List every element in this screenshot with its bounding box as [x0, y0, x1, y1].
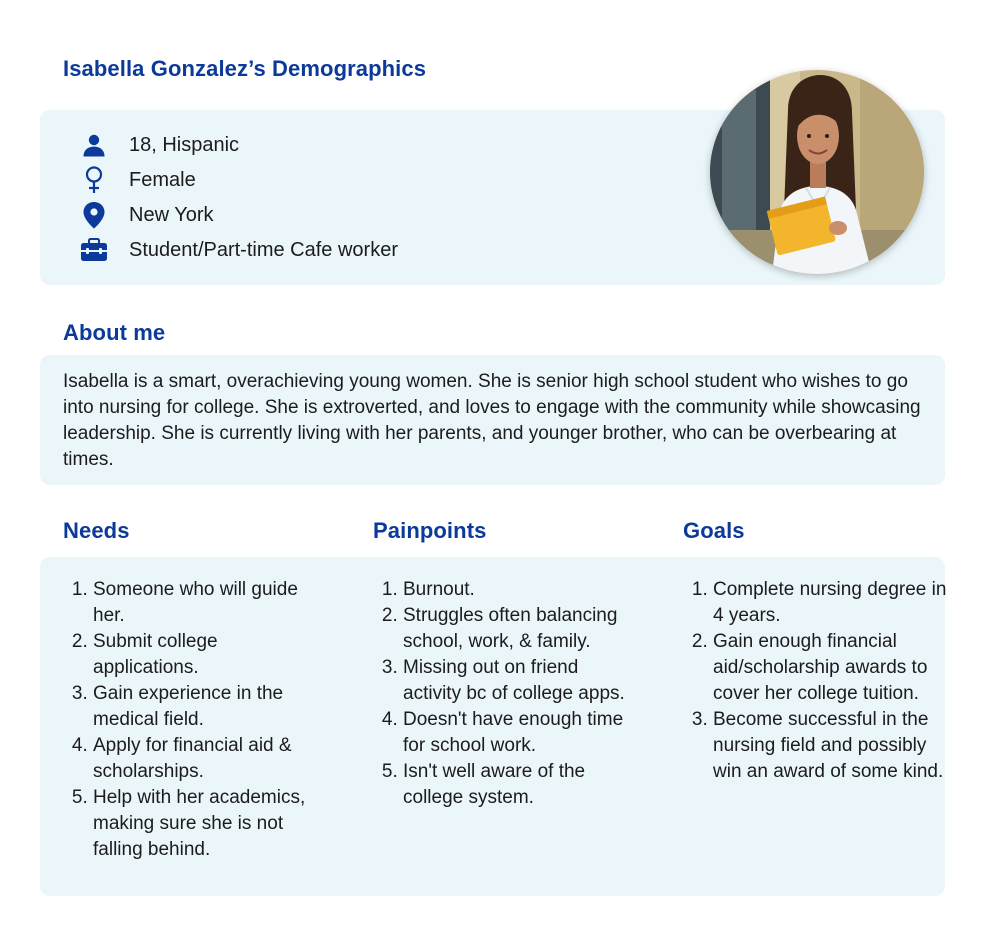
list-item: 1. Complete nursing degree in 4 years.	[713, 577, 948, 629]
list-item: 3. Missing out on friend activity bc of college apps.	[403, 655, 638, 707]
needs-list	[63, 577, 328, 863]
needs-title: Needs	[63, 518, 130, 543]
demographic-occupation-row	[80, 235, 398, 265]
about-panel	[40, 355, 945, 485]
demographic-location-row	[80, 200, 214, 230]
painpoints-list	[373, 577, 638, 811]
location-text: New York	[129, 203, 214, 226]
demographic-gender-row	[80, 165, 196, 195]
list-item: 3. Gain experience in the medical field.	[93, 681, 328, 733]
goals-title: Goals	[683, 518, 745, 543]
list-item: 2. Gain enough financial aid/scholarship awards to cover her college tuition.	[713, 629, 948, 707]
person-icon	[80, 131, 108, 159]
about-title: About me	[63, 320, 166, 345]
gender-text: Female	[129, 168, 196, 191]
lists-panel	[40, 557, 945, 896]
list-item: 3. Become successful in the nursing field and possibly win an award of some kind.	[713, 707, 948, 785]
age-ethnicity-text: 18, Hispanic	[129, 133, 240, 156]
map-pin-icon	[80, 201, 108, 229]
demographics-title: Isabella Gonzalez’s Demographics	[63, 56, 427, 81]
occupation-text: Student/Part-time Cafe worker	[129, 238, 398, 261]
list-item: 5. Isn't well aware of the college system.	[403, 759, 638, 811]
list-item: 1. Someone who will guide her.	[93, 577, 328, 629]
painpoints-title: Painpoints	[373, 518, 487, 543]
list-item: 1. Burnout.	[403, 577, 638, 603]
goals-list	[683, 577, 948, 785]
list-item: 4. Doesn't have enough time for school work.	[403, 707, 638, 759]
list-item: 5. Help with her academics, making sure she is not falling behind.	[93, 785, 328, 863]
list-item: 2. Submit college applications.	[93, 629, 328, 681]
list-item: 4. Apply for financial aid & scholarships.	[93, 733, 328, 785]
demographic-age-row	[80, 130, 240, 160]
about-text: Isabella is a smart, overachieving young women. She is senior high school student who wishes to go into nursing for college. She is extroverted, and loves to engage with the community while showcasing leadership. She is currently living with her parents, and younger brother, who can be overbearing at times.	[63, 371, 921, 470]
list-item: 2. Struggles often balancing school, work, & family.	[403, 603, 638, 655]
profile-photo	[710, 70, 924, 274]
female-symbol-icon	[80, 166, 108, 194]
briefcase-icon	[80, 236, 108, 264]
